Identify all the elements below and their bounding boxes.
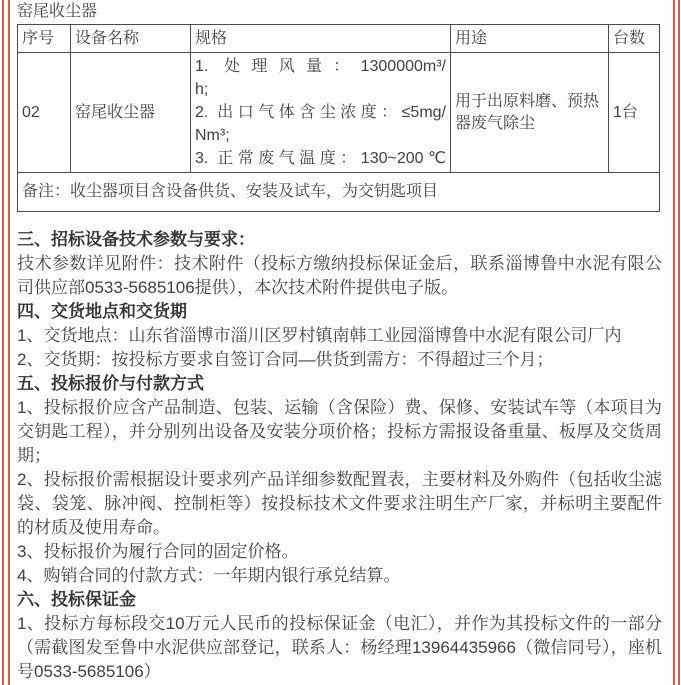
spec-cell <box>191 53 451 173</box>
left-red-rule-outer <box>2 0 4 685</box>
column-header-serial: 序号 <box>18 25 71 53</box>
note-cell: 备注：收尘器项目含设备供货、安装及试车，为交钥匙项目 <box>18 173 660 212</box>
equipment-table <box>17 24 660 212</box>
column-header-qty: 台数 <box>609 25 660 53</box>
section-4-paragraph-2: 2、交货期：按投标方要求自签订合同—供货到需方：不得超过三个月； <box>17 350 554 369</box>
section-4-heading: 四、交货地点和交货期 <box>17 302 187 321</box>
section-3-paragraph-1: 技术参数详见附件：技术附件（投标方缴纳投标保证金后，联系淄博鲁中水泥有限公司供应部0533-5685106提供），本次技术附件提供电子版。 <box>17 254 662 297</box>
note-row <box>18 173 660 212</box>
section-6-paragraph-1: 1、投标方每标段交10万元人民币的投标保证金（电汇），并作为其投标文件的一部分（需截图发至鲁中水泥供应部登记，联系人：杨经理13964435966（微信同号），座机号0533-5685106） <box>17 614 662 681</box>
spec-line-1: 1. 处理风量：1300000m³/ <box>195 58 446 75</box>
spec-line-3: 2. 出口气体含尘浓度：≤5mg/ <box>195 104 446 121</box>
table-row <box>18 53 660 173</box>
equipment-name-cell: 窑尾收尘器 <box>71 53 191 173</box>
usage-cell: 用于出原料磨、预热器废气除尘 <box>451 53 609 173</box>
right-red-rule-outer <box>678 0 680 685</box>
spec-line-2: h; <box>195 81 209 98</box>
section-5-heading: 五、投标报价与付款方式 <box>17 374 204 393</box>
section-3-heading: 三、招标设备技术参数与要求： <box>17 230 255 249</box>
section-4-paragraph-1: 1、交货地点：山东省淄博市淄川区罗村镇南韩工业园淄博鲁中水泥有限公司厂内 <box>17 326 622 345</box>
section-5-paragraph-2: 2、投标报价需根据设计要求列产品详细参数配置表，主要材料及外购件（包括收尘滤袋、袋笼、脉冲阀、控制柜等）按投标技术文件要求注明生产厂家，并标明主要配件的材质及使用寿命。 <box>17 470 662 537</box>
right-red-rule-inner <box>673 0 675 685</box>
serial-cell: 02 <box>18 53 71 173</box>
column-header-equipment-name: 设备名称 <box>71 25 191 53</box>
spec-line-4: Nm³; <box>195 127 230 144</box>
section-4 <box>17 300 662 372</box>
section-5 <box>17 372 662 588</box>
section-6-heading: 六、投标保证金 <box>17 590 136 609</box>
section-3 <box>17 228 662 300</box>
column-header-spec: 规格 <box>191 25 451 53</box>
table-header-row <box>18 25 660 53</box>
left-red-rule-inner <box>8 0 10 685</box>
section-6 <box>17 588 662 684</box>
qty-cell: 1台 <box>609 53 660 173</box>
terms-sections <box>17 228 662 684</box>
section-5-paragraph-3: 3、投标报价为履行合同的固定价格。 <box>17 542 299 561</box>
column-header-usage: 用途 <box>451 25 609 53</box>
section-5-paragraph-4: 4、购销合同的付款方式：一年期内银行承兑结算。 <box>17 566 401 585</box>
section-5-paragraph-1: 1、投标报价应含产品制造、包装、运输（含保险）费、保修、安装试车等（本项目为交钥匙工程），并分别列出设备及安装分项价格；投标方需报设备重量、板厚及交货周期； <box>17 398 662 465</box>
page-title: 窑尾收尘器 <box>17 3 98 20</box>
spec-line-5: 3. 正常废气温度：130~200℃ <box>195 150 446 167</box>
